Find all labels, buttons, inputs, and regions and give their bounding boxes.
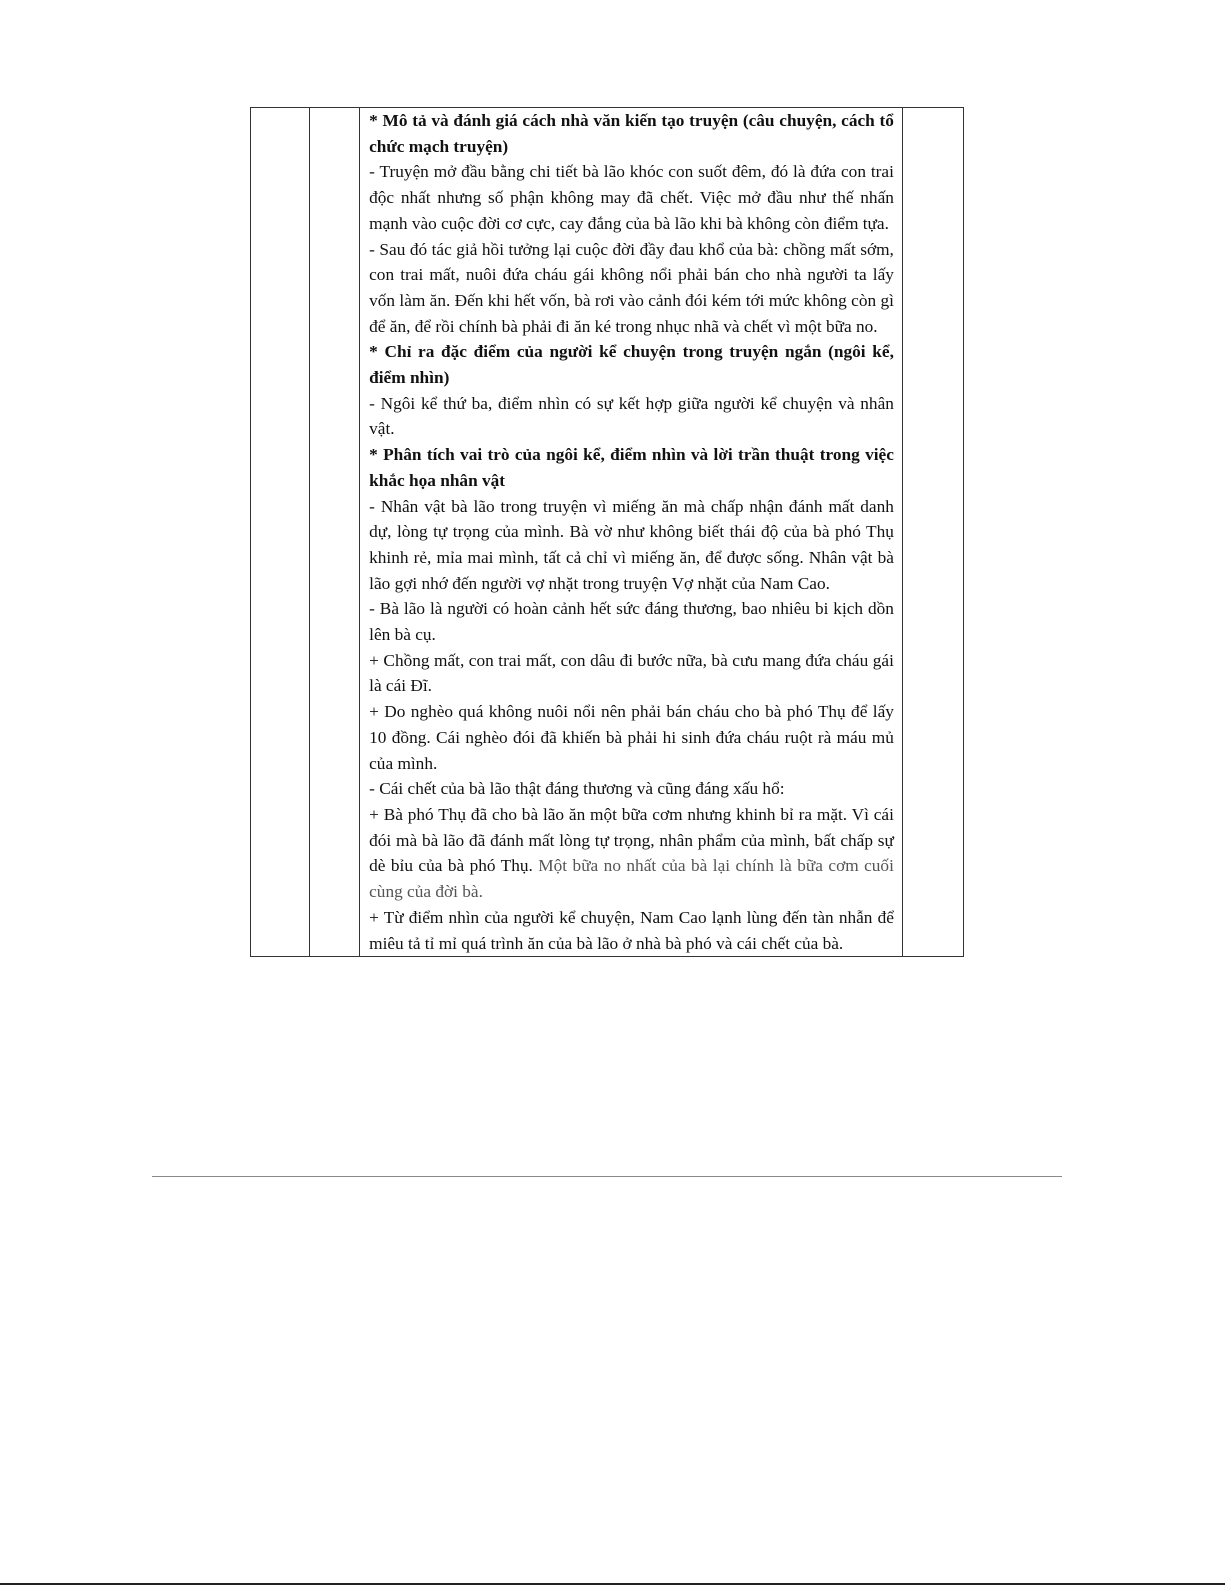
paragraph: - Cái chết của bà lão thật đáng thương và cũng đáng xấu hổ: bbox=[369, 779, 785, 799]
paragraph: - Bà lão là người có hoàn cảnh hết sức đáng thương, bao nhiêu bi kịch dồn lên bà cụ. bbox=[369, 599, 894, 645]
paragraph: - Nhân vật bà lão trong truyện vì miếng ăn mà chấp nhận đánh mất danh dự, lòng tự trọng của mình. Bà vờ như không biết thái độ của bà phó Thụ khinh rẻ, mỉa mai mình, tất cả chỉ vì miếng ăn, để được sống. Nhân vật bà lão gợi nhớ đến người vợ nhặt trong truyện Vợ nhặt của Nam Cao. bbox=[369, 496, 894, 593]
table-cell-empty-2 bbox=[310, 108, 360, 957]
paragraph-mixed bbox=[369, 802, 894, 905]
section-heading: * Chỉ ra đặc điểm của người kể chuyện trong truyện ngắn (ngôi kể, điểm nhìn) bbox=[369, 342, 894, 388]
paragraph: + Từ điểm nhìn của người kể chuyện, Nam Cao lạnh lùng đến tàn nhẫn để miêu tả tỉ mỉ quá trình ăn của bà lão ở nhà bà phó và cái chết của bà. bbox=[369, 907, 894, 953]
paragraph-main-text: + Bà phó Thụ đã cho bà lão ăn một bữa cơm nhưng khinh bỉ ra mặt. Vì cái đói mà bà lão đã đánh mất lòng tự trọng, nhân phẩm của mình, bất chấp sự dè bỉu của bà phó Thụ. bbox=[369, 804, 894, 876]
table-cell-empty-4 bbox=[902, 108, 963, 957]
paragraph: - Ngôi kể thứ ba, điểm nhìn có sự kết hợp giữa người kể chuyện và nhân vật. bbox=[369, 393, 894, 439]
paragraph: - Truyện mở đầu bằng chi tiết bà lão khóc con suốt đêm, đó là đứa con trai độc nhất nhưng số phận không may đã chết. Việc mở đầu như thế nhấn mạnh vào cuộc đời cơ cực, cay đắng của bà lão khi bà không còn điểm tựa. bbox=[369, 162, 894, 233]
content-table bbox=[250, 107, 964, 957]
section-heading: * Phân tích vai trò của ngôi kể, điểm nhìn và lời trần thuật trong việc khắc họa nhân vật bbox=[369, 445, 894, 490]
paragraph: + Do nghèo quá không nuôi nổi nên phải bán cháu cho bà phó Thụ để lấy 10 đồng. Cái nghèo đói đã khiến bà phải hi sinh đứa cháu ruột rà máu mủ của mình. bbox=[369, 702, 894, 773]
page-divider bbox=[152, 1176, 1062, 1177]
paragraph: - Sau đó tác giả hồi tưởng lại cuộc đời đầy đau khổ của bà: chồng mất sớm, con trai mất, nuôi đứa cháu gái không nổi phải bán cho nhà người ta lấy vốn làm ăn. Đến khi hết vốn, bà rơi vào cảnh đói kém tới mức không còn gì để ăn, để rồi chính bà phải đi ăn ké trong nhục nhã và chết vì một bữa no. bbox=[369, 239, 894, 336]
paragraph: + Chồng mất, con trai mất, con dâu đi bước nữa, bà cưu mang đứa cháu gái là cái Đĩ. bbox=[369, 650, 894, 696]
table-cell-empty-1 bbox=[251, 108, 310, 957]
content-block bbox=[360, 108, 902, 956]
table-row bbox=[251, 108, 964, 957]
paragraph-grey-text: Một bữa no nhất của bà lại chính là bữa cơm cuối cùng của đời bà. bbox=[369, 856, 894, 902]
section-heading: * Mô tả và đánh giá cách nhà văn kiến tạo truyện (câu chuyện, cách tổ chức mạch truyện) bbox=[369, 111, 894, 156]
table-cell-content bbox=[360, 108, 903, 957]
